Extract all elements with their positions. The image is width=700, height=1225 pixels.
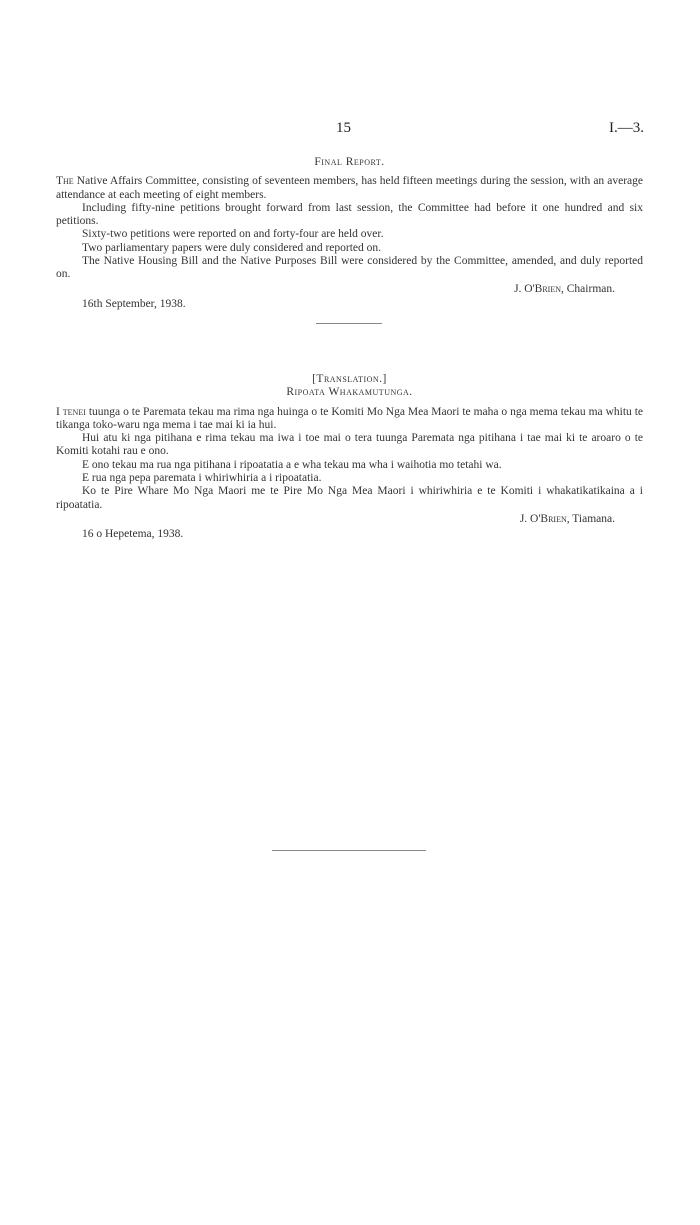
paragraph-text: Native Affairs Committee, consisting of seventeen members, has held fifteen meetings during the session, with an average attendance at each meeting of eight members. bbox=[56, 175, 643, 201]
paragraph: Including fifty-nine petitions brought forward from last session, the Committee had before it one hundred and six petitions. bbox=[56, 201, 643, 228]
signature-name: J. O'Brien bbox=[519, 512, 567, 525]
signature-title: , Chairman. bbox=[561, 282, 615, 295]
paragraph: Two parliamentary papers were duly considered and reported on. bbox=[82, 241, 382, 254]
translation-label: [Translation.] bbox=[312, 373, 387, 385]
signature-title: , Tiamana. bbox=[566, 512, 615, 525]
paragraph: Hui atu ki nga pitihana e rima tekau ma iwa i toe mai o tera tuunga Paremata nga pitihana i tae mai ki te aroaro o te Komiti kotahi rau e ono. bbox=[56, 432, 643, 458]
page-reference: I.—3. bbox=[609, 120, 644, 136]
english-report bbox=[56, 156, 643, 311]
paragraph: E ono tekau ma rua nga pitihana i ripoatatia a e wha tekau ma wha i waihotia mo tetahi wa. bbox=[82, 458, 502, 471]
signature bbox=[56, 283, 643, 296]
page-number: 15 bbox=[336, 120, 351, 136]
paragraph: E rua nga pepa paremata i whiriwhiria a i ripoatatia. bbox=[82, 472, 322, 485]
paragraph: Sixty-two petitions were reported on and forty-four are held over. bbox=[82, 228, 384, 241]
report-heading: Final Report. bbox=[314, 156, 385, 168]
divider bbox=[316, 323, 382, 324]
paragraph: Ko te Pire Whare Mo Nga Maori me te Pire Mo Nga Mea Maori i whiriwhiria e te Komiti i whakatikatikaina a i ripoatatia. bbox=[56, 485, 643, 511]
report-date: 16th September, 1938. bbox=[82, 297, 186, 310]
paragraph: The Native Housing Bill and the Native Purposes Bill were considered by the Committee, amended, and duly reported on. bbox=[56, 255, 643, 281]
translation-heading: Ripoata Whakamutunga. bbox=[286, 386, 413, 399]
paragraph bbox=[56, 406, 643, 433]
translation-date: 16 o Hepetema, 1938. bbox=[82, 528, 184, 541]
signature bbox=[56, 513, 643, 526]
lead-word: I tenei bbox=[56, 405, 86, 418]
paragraph bbox=[56, 175, 643, 202]
signature-name: J. O'Brien bbox=[514, 282, 562, 295]
lead-word: The bbox=[56, 175, 74, 188]
bottom-divider bbox=[272, 850, 426, 851]
maori-translation bbox=[56, 373, 643, 542]
paragraph-text: tuunga o te Paremata tekau ma rima nga huinga o te Komiti Mo Nga Mea Maori te maha o nga mema tekau ma whitu te tikanga toko-waru nga mema i tae mai ki ia hui. bbox=[56, 405, 644, 431]
